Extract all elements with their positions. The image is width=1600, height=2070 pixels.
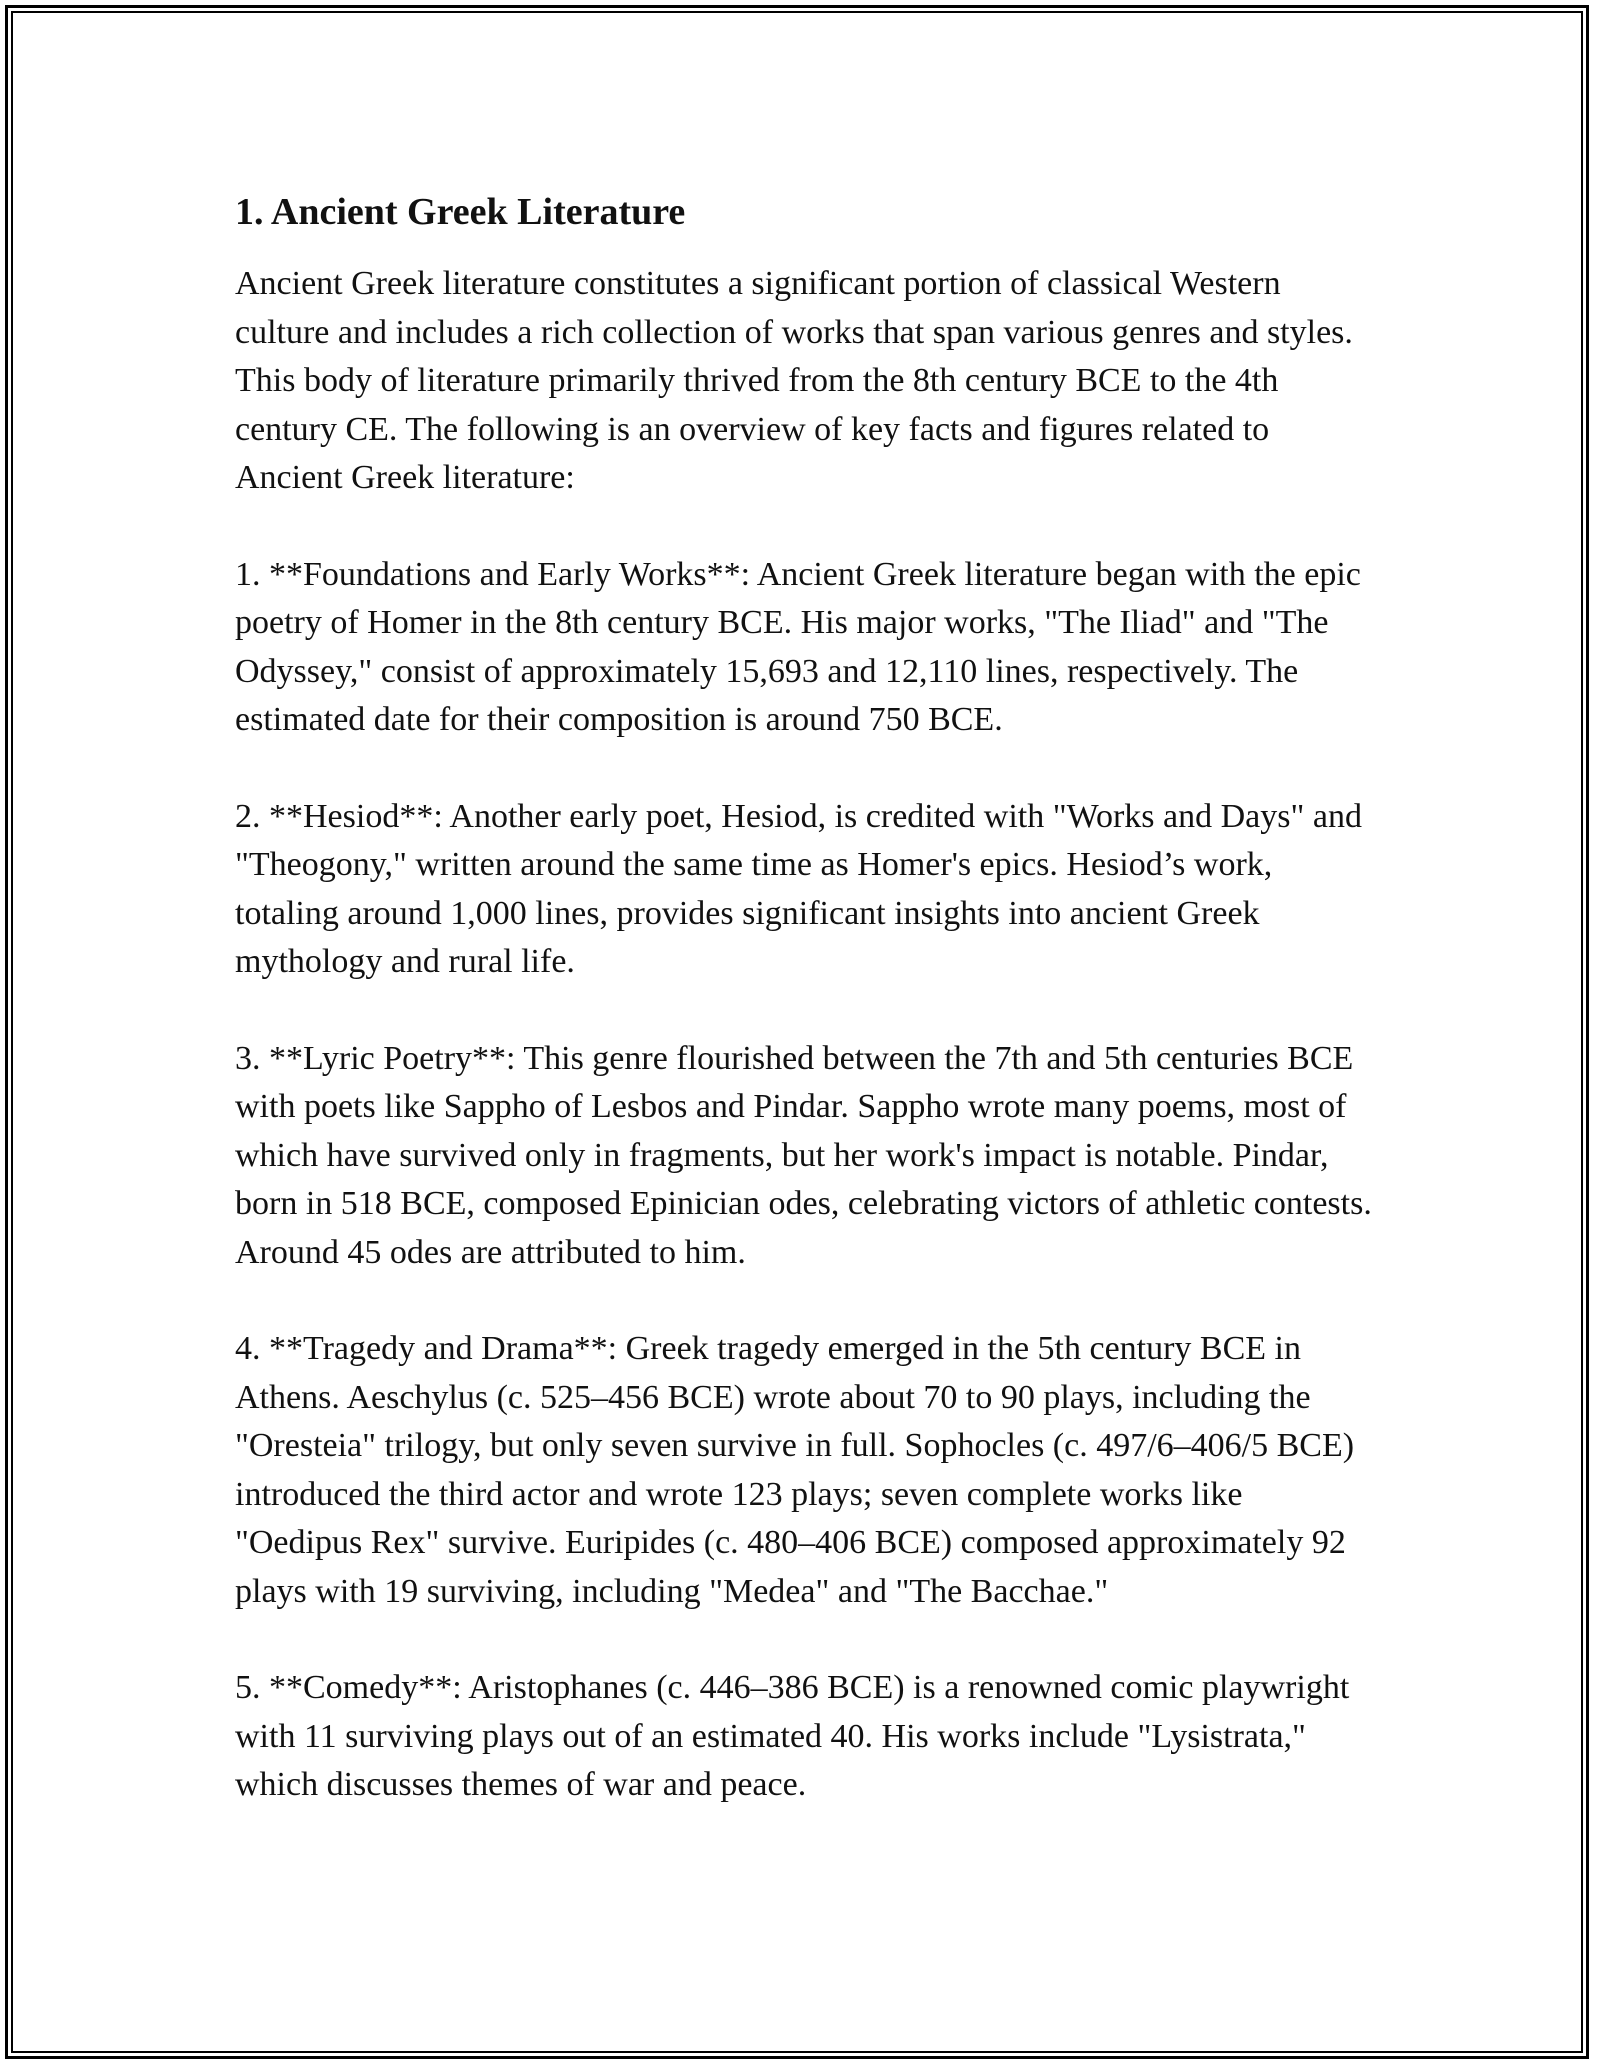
intro-paragraph: Ancient Greek literature constitutes a significant portion of classical Western culture and includes a rich collection of works that span various genres and styles. This body of literature primarily thrived from the 8th century BCE to the 4th century CE. The following is an overview of key facts and figures related to Ancient Greek literature: (235, 265, 1353, 496)
paragraph-comedy: 5. **Comedy**: Aristophanes (c. 446–386 BCE) is a renowned comic playwright with 11 surviving plays out of an estimated 40. His works include "Lysistrata," which discusses themes of war and peace. (235, 1669, 1350, 1803)
paragraph-tragedy-drama: 4. **Tragedy and Drama**: Greek tragedy emerged in the 5th century BCE in Athens. Aeschylus (c. 525–456 BCE) wrote about 70 to 90 plays, including the "Oresteia" trilogy, but only seven survive in full. Sophocles (c. 497/6–406/5 BCE) introduced the third actor and wrote 123 plays; seven complete works like "Oedipus Rex" survive. Euripides (c. 480–406 BCE) composed approximately 92 plays with 19 surviving, including "Medea" and "The Bacchae." (235, 1330, 1355, 1610)
section-heading: 1. Ancient Greek Literature (235, 191, 686, 233)
document-body (235, 186, 1375, 1858)
paragraph-hesiod: 2. **Hesiod**: Another early poet, Hesiod, is credited with "Works and Days" and "Theogony," written around the same time as Homer's epics. Hesiod’s work, totaling around 1,000 lines, provides significant insights into ancient Greek mythology and rural life. (235, 797, 1362, 980)
paragraph-lyric-poetry: 3. **Lyric Poetry**: This genre flourished between the 7th and 5th centuries BCE with poets like Sappho of Lesbos and Pindar. Sappho wrote many poems, most of which have survived only in fragments, but her work's impact is notable. Pindar, born in 518 BCE, composed Epinician odes, celebrating victors of athletic contests. Around 45 odes are attributed to him. (235, 1039, 1372, 1271)
paragraph-foundations: 1. **Foundations and Early Works**: Ancient Greek literature began with the epic poetry of Homer in the 8th century BCE. His major works, "The Iliad" and "The Odyssey," consist of approximately 15,693 and 12,110 lines, respectively. The estimated date for their composition is around 750 BCE. (235, 555, 1361, 738)
